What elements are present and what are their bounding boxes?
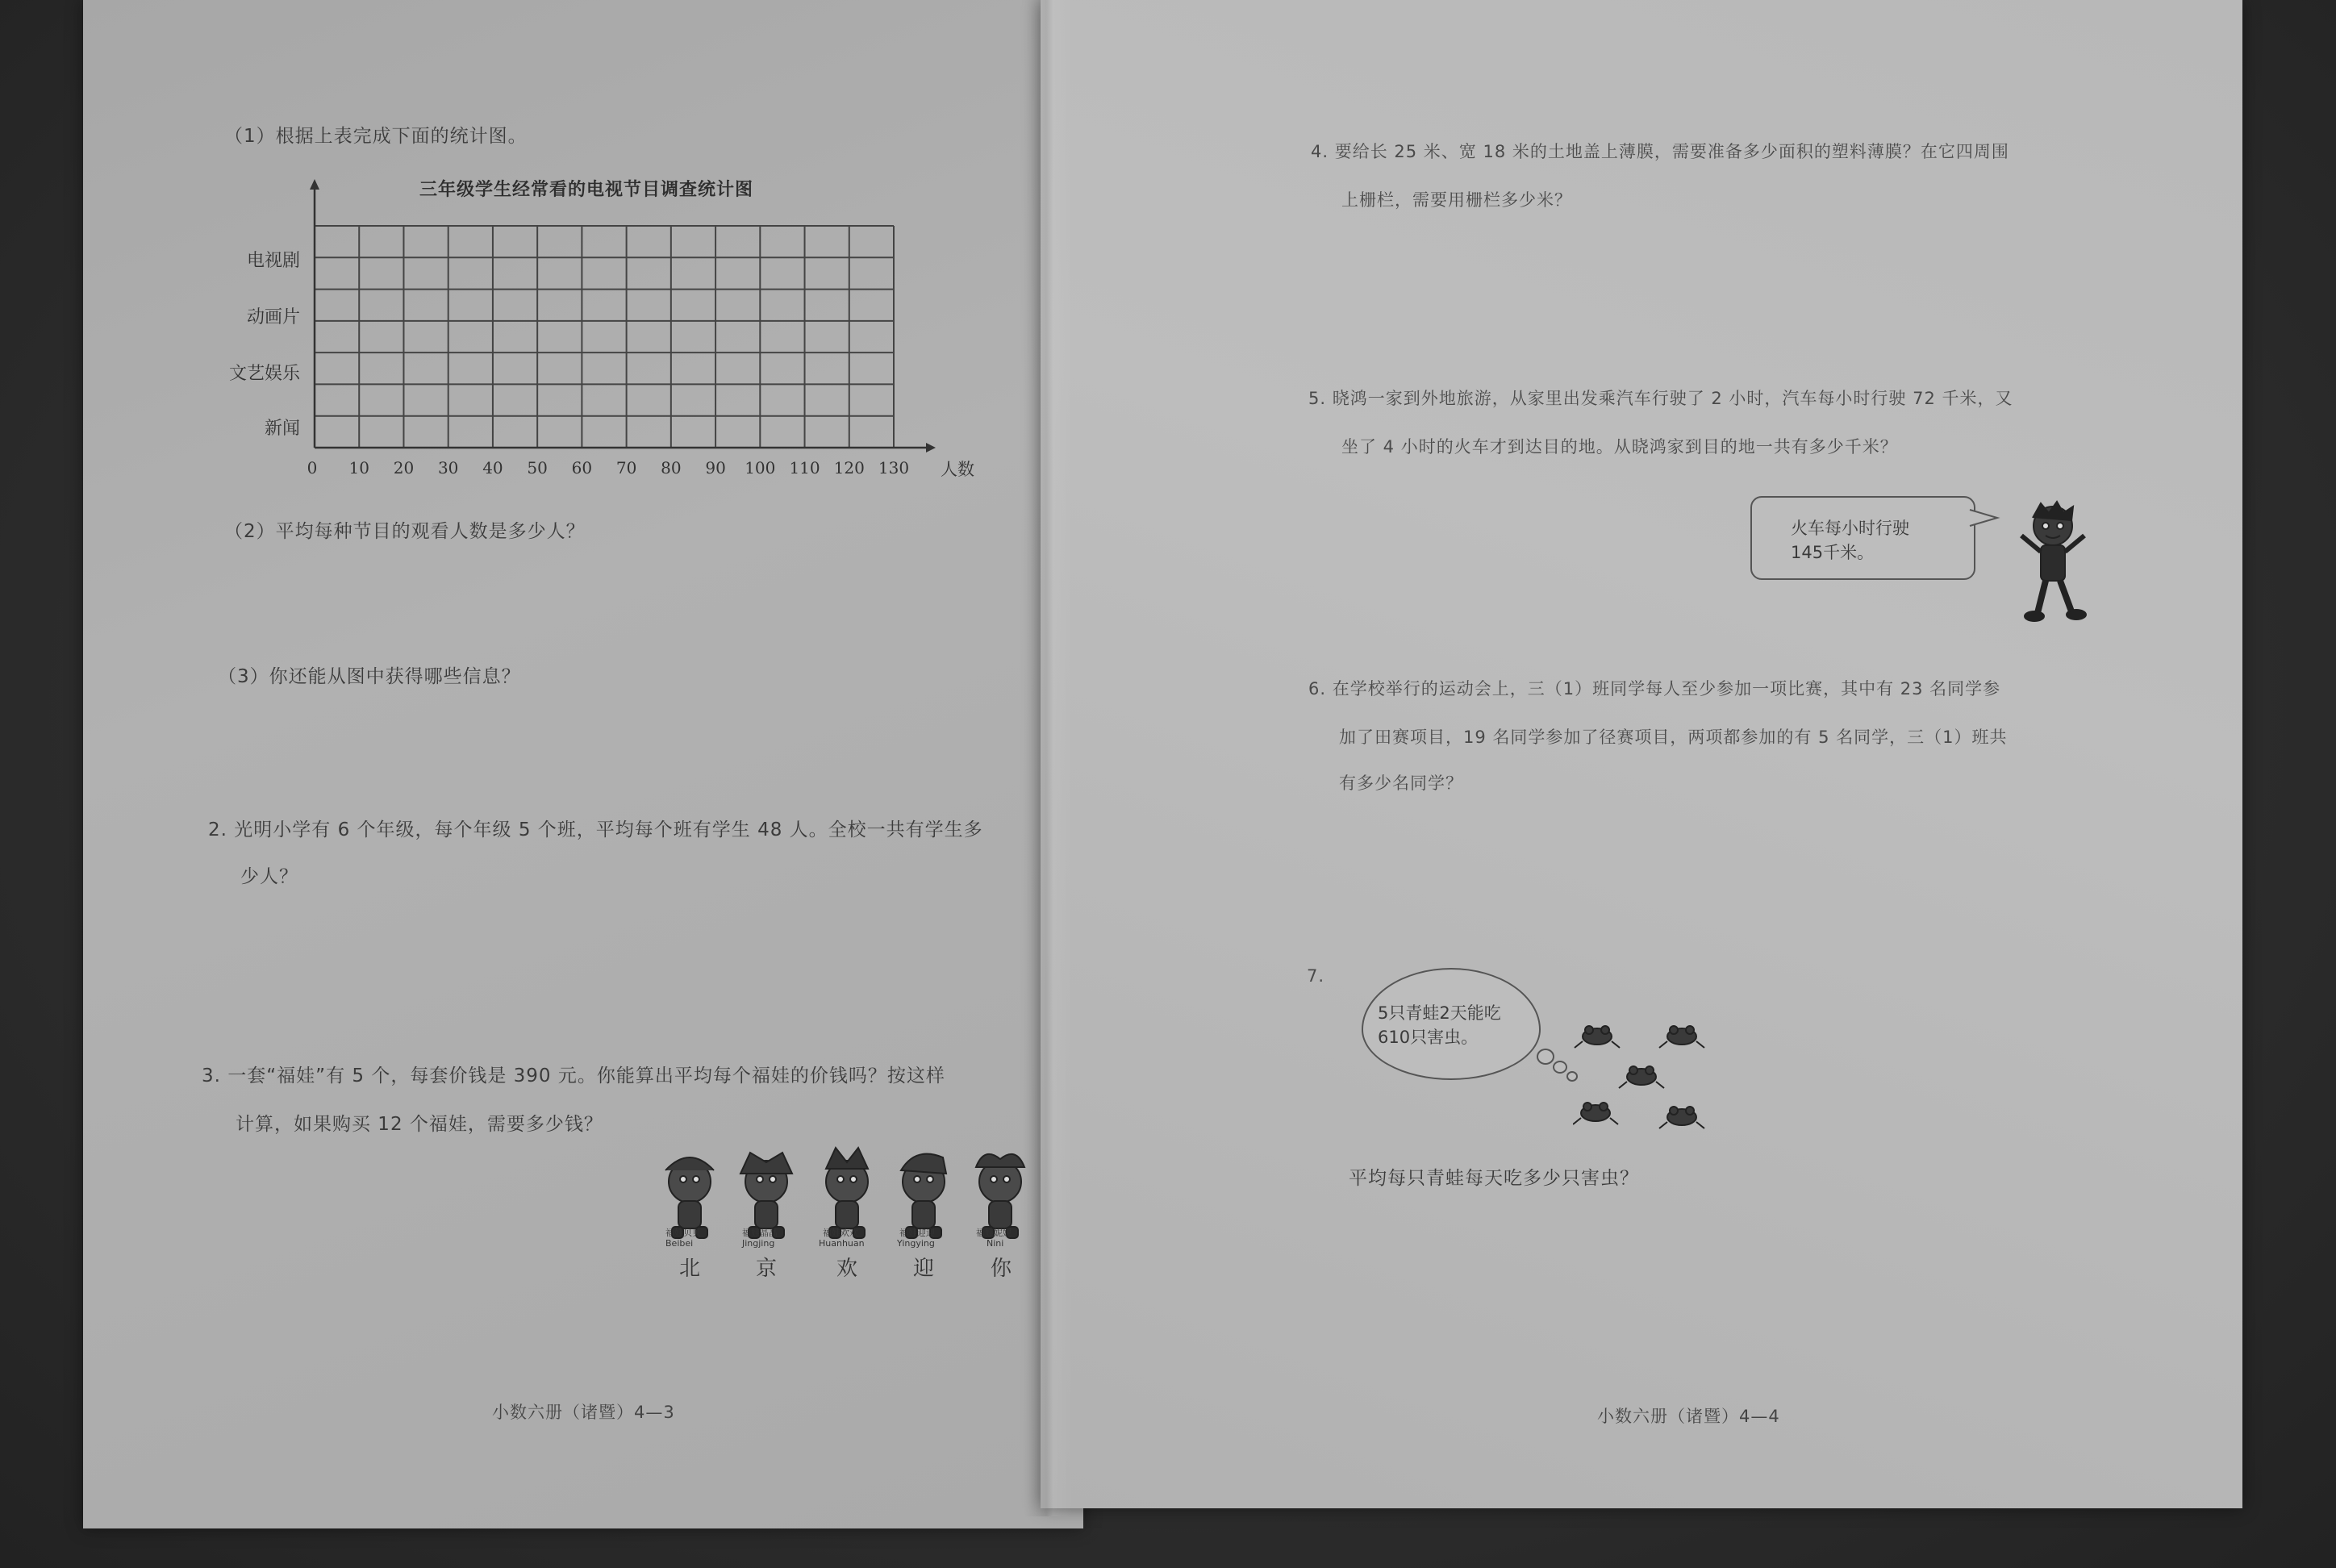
x-tick-label: 0 <box>307 458 318 477</box>
question-5-line-1: 5. 晓鸿一家到外地旅游，从家里出发乘汽车行驶了 2 小时，汽车每小时行驶 72 千米，又 <box>1308 389 2013 408</box>
thought-dot-icon <box>1537 1049 1554 1065</box>
mascot-pinyin: Yingying <box>897 1238 935 1249</box>
category-label: 动画片 <box>246 307 300 327</box>
thought-dot-icon <box>1553 1061 1567 1074</box>
question-1-part-3: （3）你还能从图中获得哪些信息？ <box>218 666 521 687</box>
y-axis-arrow-icon <box>310 179 319 190</box>
category-label: 电视剧 <box>246 251 300 271</box>
speech-bubble <box>1750 496 1975 580</box>
question-4-line-2: 上栅栏，需要用栅栏多少米？ <box>1341 190 1572 210</box>
mascot-pinyin: Jingjing <box>742 1238 775 1249</box>
question-6-line-1: 6. 在学校举行的运动会上，三（1）班同学每人至少参加一项比赛，其中有 23 名同学参 <box>1308 679 2001 699</box>
x-tick-label: 70 <box>615 458 637 477</box>
mascot-char: 京 <box>756 1257 778 1281</box>
x-axis-unit-label: 人数 <box>941 460 974 479</box>
mascot-label: 福娃迎迎 <box>899 1228 935 1238</box>
x-tick-label: 60 <box>571 458 593 477</box>
mascot-label: 福娃欢欢 <box>823 1228 858 1238</box>
x-tick-label: 20 <box>393 458 415 477</box>
chart-title: 三年级学生经常看的电视节目调查统计图 <box>419 180 754 200</box>
mascot-char: 你 <box>991 1257 1012 1281</box>
left-page-footer: 小数六册（诸暨）4—3 <box>492 1403 675 1422</box>
x-tick-label: 100 <box>745 458 776 477</box>
question-3-line-1: 3. 一套“福娃”有 5 个，每套价钱是 390 元。你能算出平均每个福娃的价钱吗？按这样 <box>202 1065 945 1086</box>
question-2-line-1: 2. 光明小学有 6 个年级，每个年级 5 个班，平均每个班有学生 48 人。全校一共有学生多 <box>208 819 983 840</box>
speech-bubble-line-1: 火车每小时行驶 <box>1791 519 1909 538</box>
x-axis-arrow-icon <box>926 443 936 452</box>
mascot-label: 福娃贝贝 <box>665 1228 701 1238</box>
question-1-part-1: （1）根据上表完成下面的统计图。 <box>224 126 528 147</box>
question-7-number: 7. <box>1307 966 1325 986</box>
right-page <box>1041 0 2242 1508</box>
question-4-line-1: 4. 要给长 25 米、宽 18 米的土地盖上薄膜，需要准备多少面积的塑料薄膜？在它四周围 <box>1311 142 2009 161</box>
frogs-icon <box>1573 1012 1718 1145</box>
question-2-line-2: 少人？ <box>240 866 298 887</box>
boy-character-icon <box>2009 500 2097 629</box>
category-label: 新闻 <box>264 419 300 439</box>
mascot-label: 福娃妮妮 <box>976 1228 1012 1238</box>
speech-bubble-line-2: 145千米。 <box>1791 543 1875 562</box>
question-6-line-3: 有多少名同学？ <box>1339 774 1463 793</box>
x-tick-label: 90 <box>705 458 726 477</box>
mascot-pinyin: Beibei <box>665 1238 694 1249</box>
x-tick-label: 80 <box>661 458 682 477</box>
right-page-footer: 小数六册（诸暨）4—4 <box>1597 1407 1780 1426</box>
thought-bubble-line-2: 610只害虫。 <box>1378 1028 1479 1047</box>
question-1-part-2: （2）平均每种节目的观看人数是多少人？ <box>224 521 586 542</box>
bar-chart-grid <box>194 161 984 500</box>
x-tick-label: 120 <box>833 458 865 477</box>
x-tick-label: 10 <box>348 458 369 477</box>
thought-bubble-line-1: 5只青蛙2天能吃 <box>1378 1003 1501 1023</box>
question-6-line-2: 加了田赛项目，19 名同学参加了径赛项目，两项都参加的有 5 名同学，三（1）班共 <box>1339 728 2008 747</box>
x-tick-label: 110 <box>789 458 820 477</box>
mascot-char: 北 <box>679 1257 701 1281</box>
question-7-question: 平均每只青蛙每天吃多少只害虫？ <box>1349 1168 1639 1189</box>
mascot-pinyin: Huanhuan <box>819 1238 865 1249</box>
x-tick-label: 50 <box>527 458 548 477</box>
mascot-pinyin: Nini <box>987 1238 1004 1249</box>
question-3-line-2: 计算，如果购买 12 个福娃，需要多少钱？ <box>236 1114 603 1135</box>
mascot-label: 福娃晶晶 <box>742 1228 778 1238</box>
mascot-char: 欢 <box>836 1257 858 1281</box>
page-fold <box>1024 0 1073 1516</box>
x-tick-label: 40 <box>482 458 503 477</box>
speech-bubble-tail-icon <box>1968 507 2000 531</box>
question-5-line-2: 坐了 4 小时的火车才到达目的地。从晓鸿家到目的地一共有多少千米？ <box>1341 437 1898 457</box>
x-tick-label: 130 <box>878 458 910 477</box>
category-label: 文艺娱乐 <box>228 364 300 384</box>
mascot-char: 迎 <box>913 1257 935 1281</box>
x-tick-label: 30 <box>437 458 459 477</box>
